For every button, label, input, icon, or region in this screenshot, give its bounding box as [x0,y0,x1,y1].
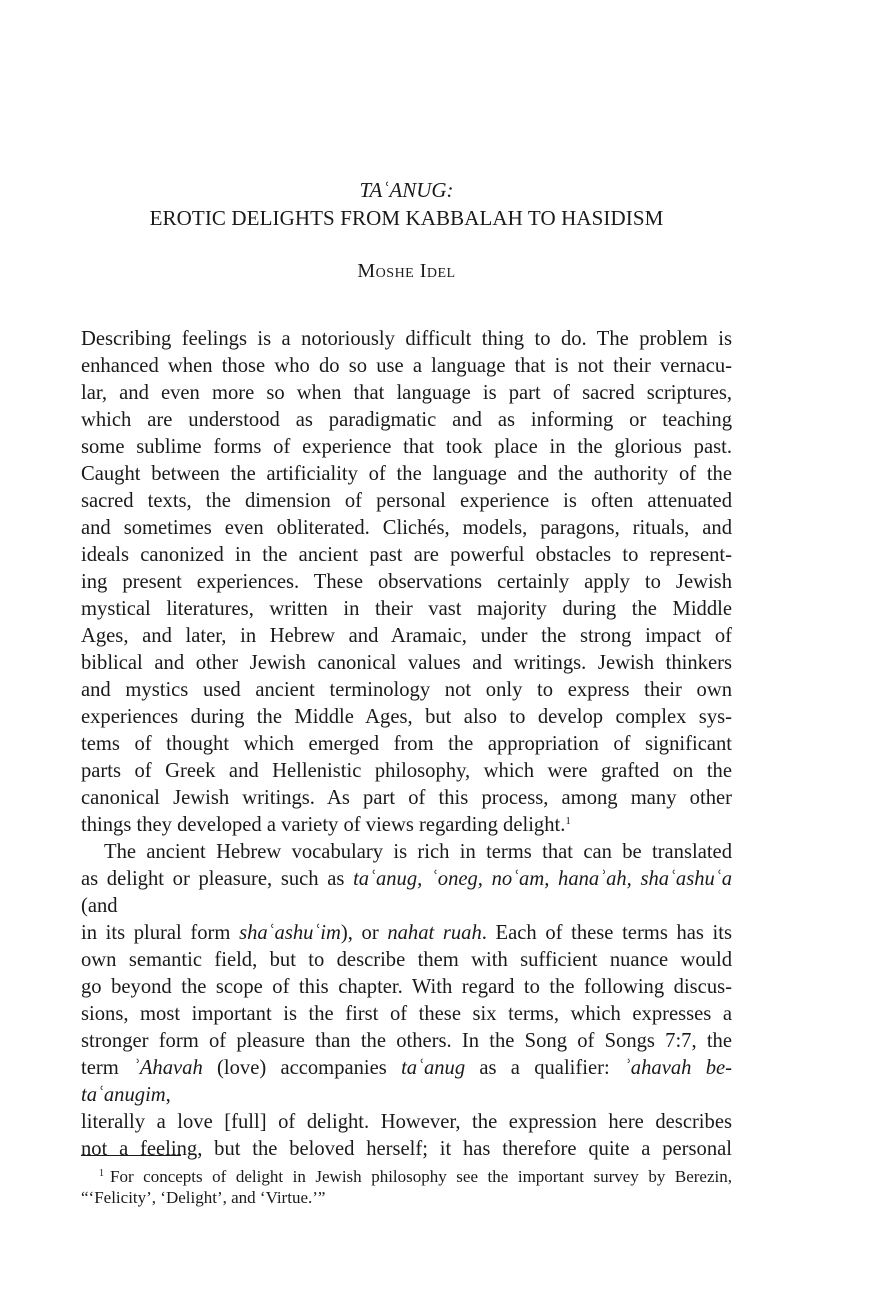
footnote-text: For concepts of delight in Jewish philosophy see the important survey by Berezin, [110,1167,732,1186]
body-text [81,326,732,1163]
text-line: Describing feelings is a notoriously difficult thing to do. The problem is [81,328,732,350]
author-name: Moshe Idel [357,260,456,282]
text-line: lar, and even more so when that language is part of sacred scriptures, [81,382,732,404]
text-line: go beyond the scope of this chapter. With regard to the following discus- [81,976,732,998]
hebrew-term: ʾAhavah [133,1057,203,1079]
paragraph-1 [81,326,732,839]
text-span: ), or [340,922,388,944]
text-span: (love) accompanies [202,1057,402,1079]
text-line [81,920,732,947]
text-line: sions, most important is the first of these six terms, which expresses a [81,1003,732,1025]
text-span: as a qualifier: [465,1057,624,1079]
text-line: stronger form of pleasure than the others. In the Song of Songs 7:7, the [81,1030,732,1052]
text-line: Ages, and later, in Hebrew and Aramaic, under the strong impact of [81,625,732,647]
hebrew-term: shaʿashuʿim [239,922,341,944]
footnote-marker: 1 [99,1168,104,1179]
text-line: not a feeling, but the beloved herself; it has therefore quite a personal [81,1138,732,1160]
footnote-line: “‘Felicity’, ‘Delight’, and ‘Virtue.’” [81,1188,326,1207]
text-line: experiences during the Middle Ages, but also to develop complex sys- [81,706,732,728]
text-line: and sometimes even obliterated. Clichés, models, paragons, rituals, and [81,517,732,539]
text-span: (and [81,895,118,917]
text-line: own semantic field, but to describe them with sufficient nuance would [81,949,732,971]
hebrew-term: ʾahavah be-taʿanugim [81,1057,732,1106]
text-line: and mystics used ancient terminology not only to express their own [81,679,732,701]
text-line: biblical and other Jewish canonical values and writings. Jewish thinkers [81,652,732,674]
chapter-title: EROTIC DELIGHTS FROM KABBALAH TO HASIDISM [149,206,664,230]
text-line [81,1055,732,1109]
text-line: enhanced when those who do so use a language that is not their vernacu- [81,355,732,377]
title-italic-term: TAʿANUG [359,178,447,202]
chapter-title-term [0,178,813,203]
hebrew-term: nahat ruah [387,922,482,944]
text-line: sacred texts, the dimension of personal experience is often attenuated [81,490,732,512]
footnote-reference[interactable]: 1 [565,815,571,827]
text-line: mystical literatures, written in their vast majority during the Middle [81,598,732,620]
text-span: term [81,1057,133,1079]
text-line-last [81,812,732,839]
hebrew-term: taʿanug [401,1057,466,1079]
text-line: some sublime forms of experience that took place in the glorious past. [81,436,732,458]
text-line: canonical Jewish writings. As part of this process, among many other [81,787,732,809]
text-line [81,866,732,920]
text-line: tems of thought which emerged from the appropriation of significant [81,733,732,755]
text-line: parts of Greek and Hellenistic philosophy, which were grafted on the [81,760,732,782]
text-line: which are understood as paradigmatic and as informing or teaching [81,409,732,431]
title-colon: : [446,178,454,202]
text-span: as delight or pleasure, such as [81,868,354,890]
text-line: Caught between the artificiality of the language and the authority of the [81,463,732,485]
text-line: ideals canonized in the ancient past are powerful obstacles to represent- [81,544,732,566]
paragraph-2 [81,839,732,1163]
text-line: literally a love [full] of delight. However, the expression here describes [81,1111,732,1133]
text-line: ing present experiences. These observations certainly apply to Jewish [81,571,732,593]
footnote-line [81,1166,732,1187]
footnote [81,1166,732,1208]
text-span: , [165,1084,171,1106]
hebrew-terms: taʿanug, ʿoneg, noʿam, hanaʾah, shaʿashuʿa [353,868,732,890]
text-line: The ancient Hebrew vocabulary is rich in terms that can be translated [104,841,732,863]
text-span: in its plural form [81,922,240,944]
text-span: things they developed a variety of views regarding delight. [81,814,566,836]
footnote-divider [81,1155,181,1156]
text-span: . Each of these terms has its [481,922,732,944]
